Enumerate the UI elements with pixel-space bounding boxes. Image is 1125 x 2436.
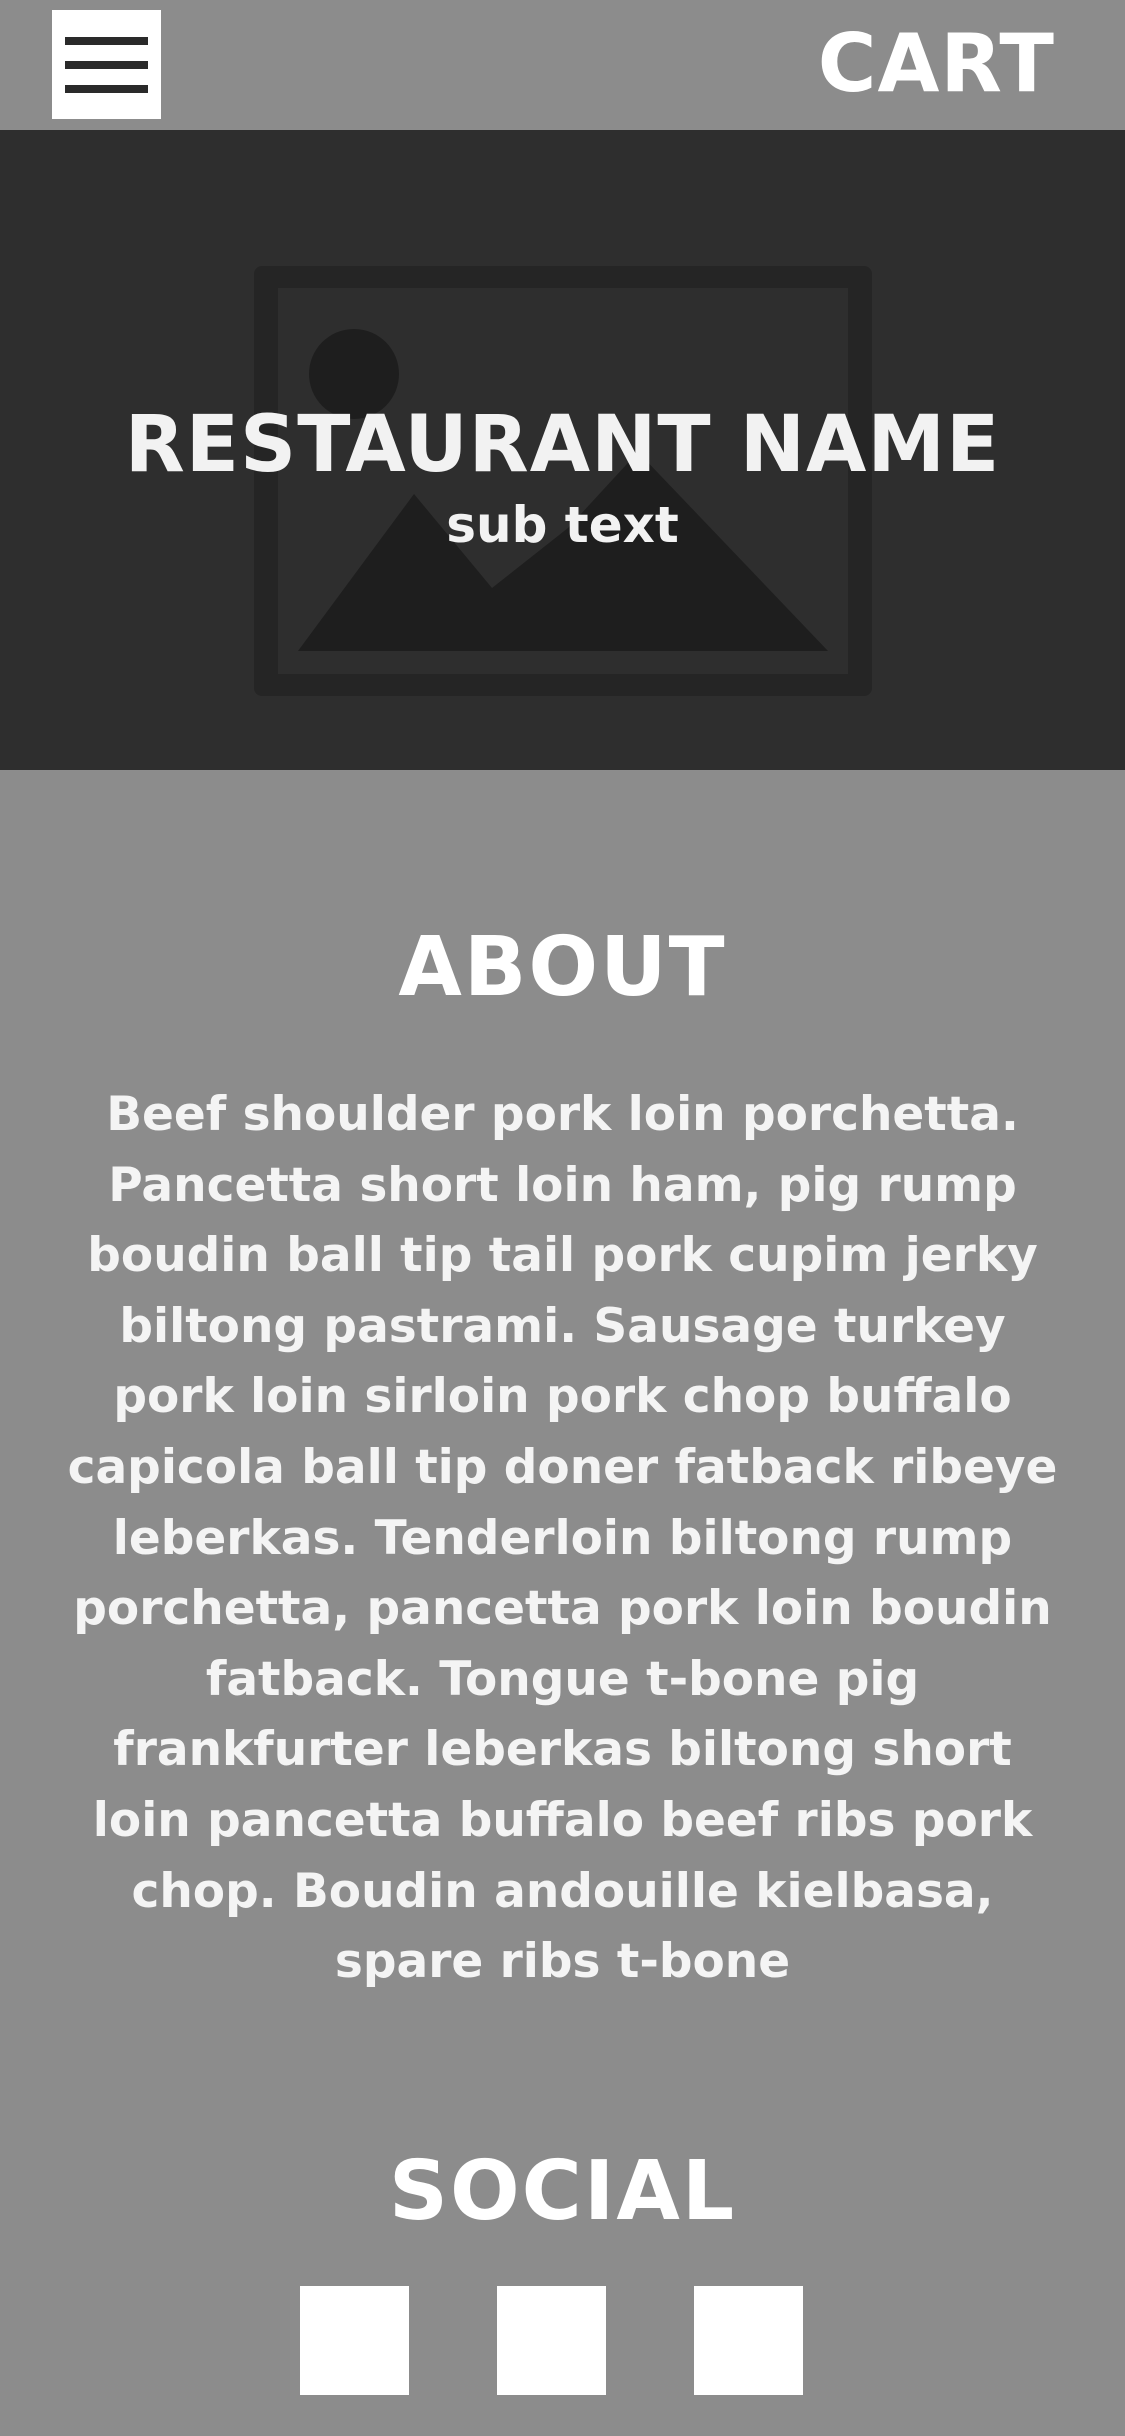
hamburger-menu-icon xyxy=(65,37,148,45)
top-header xyxy=(0,0,1125,130)
about-heading: ABOUT xyxy=(398,920,727,1015)
about-description: Beef shoulder pork loin porchetta. Pancetta short loin ham, pig rump boudin ball tip tail pork cupim jerky biltong pastrami. Sausage turkey pork loin sirloin pork chop buffalo capicola ball tip doner fatback ribeye leberkas. Tenderloin biltong rump porchetta, pancetta pork loin boudin fatback. Tongue t-bone pig frankfurter leberkas biltong short loin pancetta buffalo beef ribs pork chop. Boudin andouille kielbasa, spare ribs t-bone xyxy=(67,1087,1058,1990)
hamburger-menu-button[interactable] xyxy=(52,10,161,119)
social-link-3[interactable] xyxy=(694,2286,803,2395)
hero-banner xyxy=(0,130,1125,770)
social-links-row xyxy=(0,2286,1125,2395)
social-heading: SOCIAL xyxy=(388,2144,737,2239)
social-link-2[interactable] xyxy=(497,2286,606,2395)
hamburger-menu-icon-bottom-bar xyxy=(65,85,148,93)
social-link-1[interactable] xyxy=(300,2286,409,2395)
cart-link[interactable]: CART xyxy=(817,17,1055,110)
hamburger-menu-icon-middle-bar xyxy=(65,61,148,69)
restaurant-name-title: RESTAURANT NAME xyxy=(124,400,1001,490)
restaurant-subtitle: sub text xyxy=(446,496,679,554)
